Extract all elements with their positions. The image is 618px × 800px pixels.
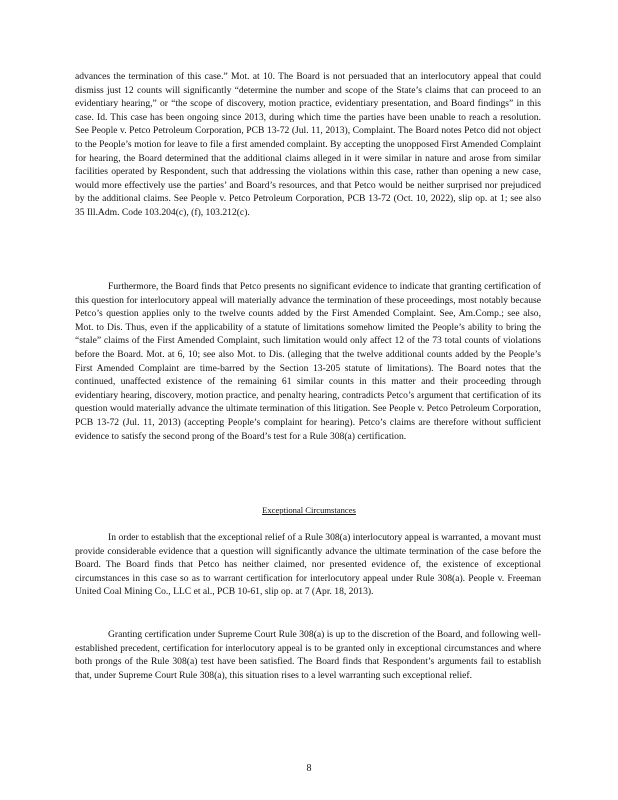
body-paragraph-3 xyxy=(75,531,541,599)
paragraph-text: In order to establish that the exceptional relief of a Rule 308(a) interlocutory appeal is warranted, a movant must provide considerable evidence that a question will significantly advance the ultimate termination of the case before the Board. The Board finds that Petco has neither claimed, nor presented evidence of, the existence of exceptional circumstances in this case so as to warrant certification for interlocutory appeal under Rule 308(a). People v. Freeman United Coal Mining Co., LLC et al., PCB 10-61, slip op. at 7 (Apr. 18, 2013). xyxy=(75,532,541,598)
body-paragraph-2 xyxy=(75,280,541,443)
paragraph-text: Furthermore, the Board finds that Petco presents no significant evidence to indicate that granting certification of this question for interlocutory appeal will materially advance the termination of these proceedings, most notably because Petco’s question applies only to the twelve counts added by the First Amended Complaint. See, Am.Comp.; see also, Mot. to Dis. Thus, even if the applicability of a statute of limitations somehow limited the People’s ability to bring the “stale” claims of the First Amended Complaint, such limitation would only affect 12 of the 73 total counts of violations before the Board. Mot. at 6, 10; see also Mot. to Dis. (alleging that the twelve additional counts added by the People’s First Amended Complaint are time-barred by the Section 13-205 statute of limitations). The Board notes that the continued, unaffected existence of the remaining 61 similar counts in this matter and their proceeding through evidentiary hearing, discovery, motion practice, and penalty hearing, contradicts Petco’s argument that certification of its question would materially advance the ultimate termination of this litigation. See People v. Petco Petroleum Corporation, PCB 13-72 (Jul. 11, 2013) (accepting People’s complaint for hearing). Petco’s claims are therefore without sufficient evidence to satisfy the second prong of the Board’s test for a Rule 308(a) certification. xyxy=(75,281,541,442)
paragraph-text: Granting certification under Supreme Court Rule 308(a) is up to the discretion of the Board, and following well-established precedent, certification for interlocutory appeal is to be granted only in exceptional circumstances and where both prongs of the Rule 308(a) test have been satisfied. The Board finds that Respondent’s arguments fail to establish that, under Supreme Court Rule 308(a), this situation rises to a level warranting such exceptional relief. xyxy=(75,629,541,681)
paragraph-text: advances the termination of this case.” Mot. at 10. The Board is not persuaded that an interlocutory appeal that could dismiss just 12 counts will significantly “determine the number and scope of the State’s claims that can proceed to an evidentiary hearing,” or “the scope of discovery, motion practice, evidentiary presentation, and Board findings” in this case. Id. This case has been ongoing since 2013, during which time the parties have been unable to reach a resolution. See People v. Petco Petroleum Corporation, PCB 13-72 (Jul. 11, 2013), Complaint. The Board notes Petco did not object to the People’s motion for leave to file a first amended complaint. By accepting the unopposed First Amended Complaint for hearing, the Board determined that the additional claims alleged in it were similar in nature and arose from similar facilities operated by Respondent, such that addressing the violations within this case, rather than opening a new case, would more effectively use the parties’ and Board’s resources, and that Petco would be neither surprised nor prejudiced by the additional claims. See People v. Petco Petroleum Corporation, PCB 13-72 (Oct. 10, 2022), slip op. at 1; see also 35 Ill.Adm. Code 103.204(c), (f), 103.212(c). xyxy=(75,71,541,218)
section-heading-text: Exceptional Circumstances xyxy=(262,505,356,515)
body-paragraph-4 xyxy=(75,628,541,682)
section-heading xyxy=(0,505,618,515)
body-paragraph-1 xyxy=(75,70,541,220)
page-number: 8 xyxy=(306,763,312,774)
